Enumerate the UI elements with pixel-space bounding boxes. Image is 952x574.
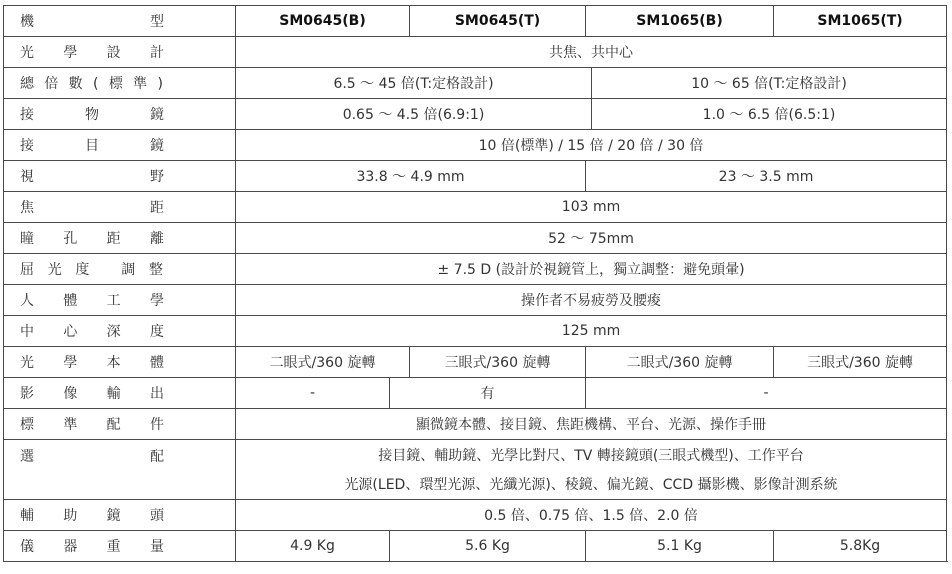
label-pupil-distance: 瞳孔距離 [4, 223, 236, 254]
value-aux-lens: 0.5 倍、0.75 倍、1.5 倍、2.0 倍 [236, 500, 947, 531]
label-focal-distance: 焦 距 [4, 192, 236, 223]
value-options-line1: 接目鏡、輔助鏡、光學比對尺、TV 轉接鏡頭(三眼式機型)、工作平台 [236, 440, 947, 470]
label-optical-body: 光學本體 [4, 347, 236, 378]
row-optical-design [4, 37, 947, 68]
label-ergonomics: 人體工學 [4, 285, 236, 316]
value-pupil-distance: 52 ～ 75mm [236, 223, 947, 254]
label-field-of-view: 視 野 [4, 161, 236, 192]
row-focal-distance [4, 192, 947, 223]
value-optical-design: 共焦、共中心 [236, 37, 947, 68]
label-aux-lens: 輔助鏡頭 [4, 500, 236, 531]
model-sm1065t: SM1065(T) [774, 6, 947, 37]
value-ergonomics: 操作者不易疲勞及腰痠 [236, 285, 947, 316]
spec-table [3, 5, 947, 562]
model-sm0645t: SM0645(T) [410, 6, 586, 37]
row-total-mag [4, 68, 947, 99]
label-objective: 接 物 鏡 [4, 99, 236, 130]
row-center-depth [4, 316, 947, 347]
row-eyepiece [4, 130, 947, 161]
value-image-output-2: 有 [390, 378, 586, 409]
model-sm0645b: SM0645(B) [236, 6, 410, 37]
value-optical-body-3: 二眼式/360 旋轉 [586, 347, 774, 378]
value-image-output-3: - [586, 378, 947, 409]
label-options: 選 配 [4, 440, 236, 500]
value-standard-accessories: 顯微鏡本體、接目鏡、焦距機構、平台、光源、操作手冊 [236, 409, 947, 440]
label-center-depth: 中心深度 [4, 316, 236, 347]
value-diopter: ± 7.5 D (設計於視鏡管上，獨立調整：避免頭暈) [236, 254, 947, 285]
value-objective-b: 1.0 ～ 6.5 倍(6.5:1) [592, 99, 947, 130]
row-field-of-view [4, 161, 947, 192]
label-diopter: 屈光度 調整 [4, 254, 236, 285]
value-total-mag-b: 10 ～ 65 倍(T:定格設計) [592, 68, 947, 99]
row-objective [4, 99, 947, 130]
label-optical-design: 光學設計 [4, 37, 236, 68]
value-eyepiece: 10 倍(標準) / 15 倍 / 20 倍 / 30 倍 [236, 130, 947, 161]
label-image-output: 影像輸出 [4, 378, 236, 409]
value-field-of-view-a: 33.8 ～ 4.9 mm [236, 161, 586, 192]
value-weight-3: 5.1 Kg [586, 531, 774, 562]
row-ergonomics [4, 285, 947, 316]
value-optical-body-2: 三眼式/360 旋轉 [410, 347, 586, 378]
label-total-mag: 總倍數(標準) [4, 68, 236, 99]
header-row [4, 6, 947, 37]
row-weight [4, 531, 947, 562]
row-standard-accessories [4, 409, 947, 440]
value-center-depth: 125 mm [236, 316, 947, 347]
value-focal-distance: 103 mm [236, 192, 947, 223]
value-weight-2: 5.6 Kg [390, 531, 586, 562]
row-options-1 [4, 440, 947, 470]
value-weight-1: 4.9 Kg [236, 531, 390, 562]
label-eyepiece: 接 目 鏡 [4, 130, 236, 161]
row-image-output [4, 378, 947, 409]
value-weight-4: 5.8Kg [774, 531, 947, 562]
row-pupil-distance [4, 223, 947, 254]
row-aux-lens [4, 500, 947, 531]
row-diopter [4, 254, 947, 285]
value-total-mag-a: 6.5 ～ 45 倍(T:定格設計) [236, 68, 592, 99]
model-sm1065b: SM1065(B) [586, 6, 774, 37]
row-optical-body [4, 347, 947, 378]
label-standard-accessories: 標準配件 [4, 409, 236, 440]
value-field-of-view-b: 23 ～ 3.5 mm [586, 161, 947, 192]
value-options-line2: 光源(LED、環型光源、光纖光源)、稜鏡、偏光鏡、CCD 攝影機、影像計測系統 [236, 470, 947, 500]
value-optical-body-4: 三眼式/360 旋轉 [774, 347, 947, 378]
value-image-output-1: - [236, 378, 390, 409]
value-optical-body-1: 二眼式/360 旋轉 [236, 347, 410, 378]
label-weight: 儀器重量 [4, 531, 236, 562]
header-label: 機 型 [4, 6, 236, 37]
value-objective-a: 0.65 ～ 4.5 倍(6.9:1) [236, 99, 592, 130]
